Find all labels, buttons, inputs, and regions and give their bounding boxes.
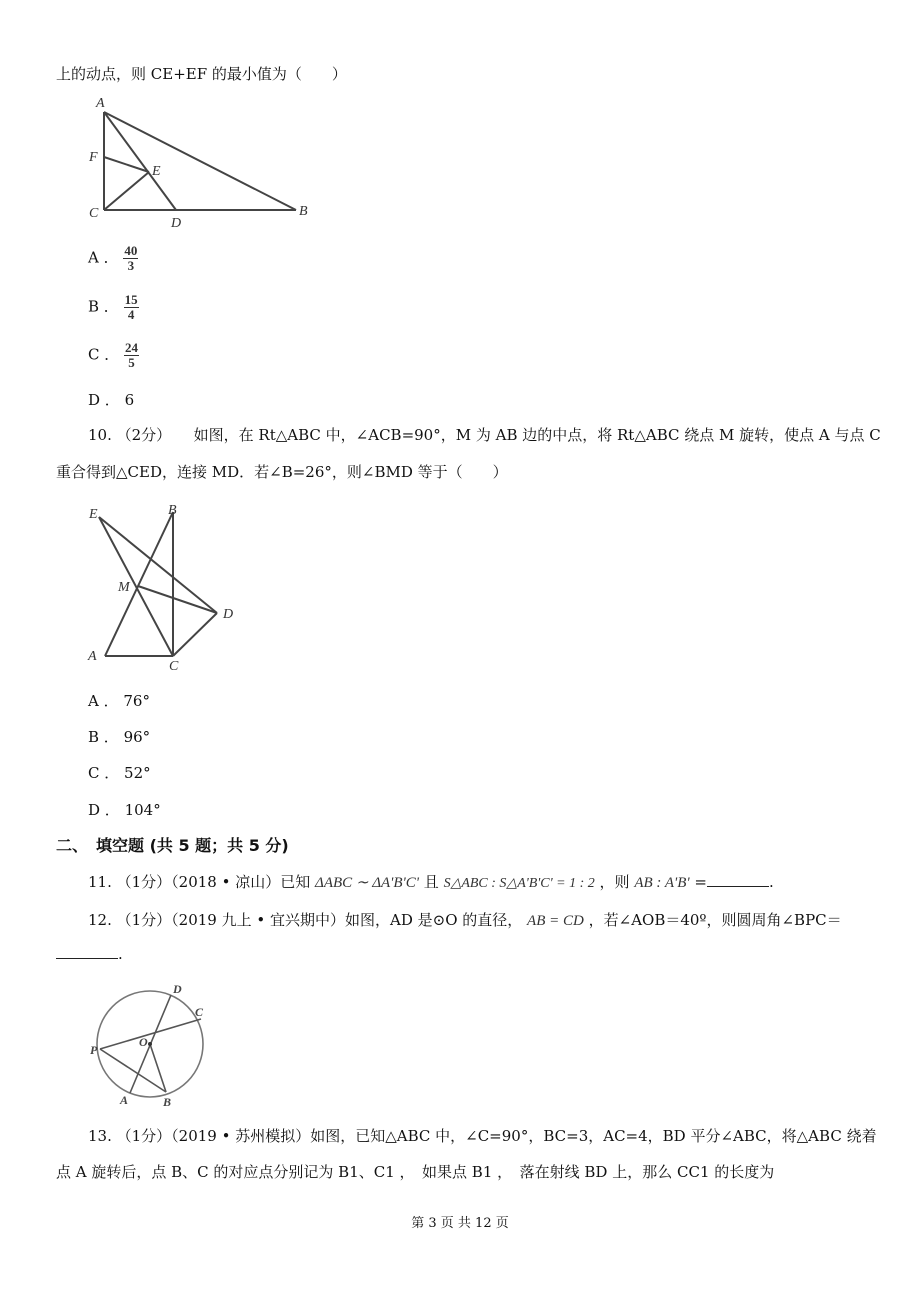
period: . [118, 945, 123, 963]
fraction [124, 341, 139, 370]
answer-blank[interactable] [707, 872, 769, 887]
q11-and: 且 [423, 873, 439, 891]
option-label: C ． [88, 345, 120, 364]
label-f: F [89, 150, 98, 165]
equals-sign: = [694, 873, 707, 891]
segment-ab [104, 112, 296, 210]
answer-blank[interactable] [56, 944, 118, 959]
q10-line-1: 10. （2分） 如图，在 Rt△ABC 中，∠ACB=90°，M 为 AB 边的中点，将 Rt△ABC 绕点 M 旋转，使点 A 与点 C [88, 426, 881, 444]
label-d: D [171, 216, 182, 231]
period: . [768, 873, 774, 891]
option-label: C ． [88, 764, 120, 782]
option-label: B ． [88, 728, 119, 746]
option-label: A ． [88, 692, 119, 710]
fraction [124, 293, 139, 322]
label-b: B [168, 503, 177, 518]
q11-line [88, 872, 774, 894]
segment-md [138, 586, 217, 613]
option-text: 96° [123, 728, 151, 746]
label-m: M [118, 580, 130, 595]
label-e: E [89, 507, 98, 522]
denominator: 4 [127, 307, 135, 322]
q10-option-d [88, 800, 161, 820]
q11-prefix: 11. （1分）（2018 • 凉山）已知 [88, 873, 311, 891]
segment-cd [173, 613, 217, 656]
q12-suffix: ，若∠AOB＝40º，则圆周角∠BPC＝ [588, 911, 842, 929]
segment-ce [104, 172, 149, 210]
q12-figure [80, 980, 230, 1110]
section-title: 二、 填空题 (共 5 题；共 5 分) [56, 836, 289, 855]
center-dot [148, 1042, 152, 1046]
label-e: E [152, 164, 161, 179]
option-label: D ． [88, 801, 120, 819]
q9-stem-tail: 上的动点，则 CE+EF 的最小值为（ ） [56, 65, 347, 83]
denominator: 5 [128, 355, 135, 370]
label-a: A [96, 96, 105, 111]
option-text: 6 [124, 391, 135, 409]
q9-figure [80, 92, 320, 232]
page-footer: 第 3 页 共 12 页 [411, 1216, 509, 1231]
option-label: A ． [88, 248, 119, 267]
numerator: 15 [124, 292, 138, 307]
q12-line-1 [88, 910, 842, 931]
label-c: C [89, 206, 99, 221]
area-ratio: S△ABC : S△A'B'C' = 1 : 2 [443, 876, 595, 891]
q10-figure [80, 498, 260, 678]
q12-line-2 [56, 944, 123, 964]
label-a: A [88, 649, 97, 664]
equal-arcs: AB = CD [527, 913, 584, 929]
q10-option-b [88, 727, 150, 747]
q9-option-b [88, 293, 139, 322]
option-label: B ． [88, 297, 119, 316]
q11-then: ，则 [599, 873, 630, 891]
segment-ec [99, 517, 173, 656]
label-c: C [169, 659, 179, 674]
q13-line-2: 点 A 旋转后，点 B、C 的对应点分别记为 B1、C1 ， 如果点 B1 ， 落在射线 BD 上，那么 CC1 的长度为 [56, 1163, 775, 1181]
label-a: A [120, 1093, 129, 1107]
q10-option-c [88, 763, 151, 783]
denominator: 3 [127, 258, 135, 273]
label-d: D [173, 982, 182, 996]
q10-line-2: 重合得到△CED，连接 MD．若∠B=26°，则∠BMD 等于（ ） [56, 463, 508, 481]
q9-option-d [88, 390, 134, 410]
segment-ed [99, 517, 217, 613]
label-b: B [163, 1095, 172, 1109]
q12-prefix: 12. （1分）（2019 九上 • 宜兴期中）如图，AD 是⊙O 的直径， [88, 911, 523, 929]
numerator: 24 [125, 340, 139, 355]
label-o: O [139, 1035, 148, 1049]
option-text: 52° [124, 764, 151, 782]
label-c: C [195, 1005, 204, 1019]
label-p: P [90, 1043, 98, 1057]
similar-triangles: ΔABC ∼ ΔA'B'C' [315, 875, 419, 891]
label-d: D [223, 607, 234, 622]
q13-line-1: 13. （1分）（2019 • 苏州模拟）如图，已知△ABC 中，∠C=90°，BC=3，AC=4，BD 平分∠ABC，将△ABC 绕着 [88, 1127, 877, 1145]
q10-option-a [88, 691, 150, 711]
option-text: 76° [123, 692, 150, 710]
numerator: 40 [124, 243, 138, 258]
option-text: 104° [124, 801, 161, 819]
segment-ab [105, 512, 173, 656]
side-ratio: AB : A'B' [634, 875, 690, 891]
option-label: D ． [88, 391, 120, 409]
segment-ob [150, 1044, 166, 1092]
label-b: B [299, 204, 308, 219]
fraction [123, 244, 138, 273]
q9-option-a [88, 244, 138, 273]
q9-option-c [88, 341, 139, 370]
